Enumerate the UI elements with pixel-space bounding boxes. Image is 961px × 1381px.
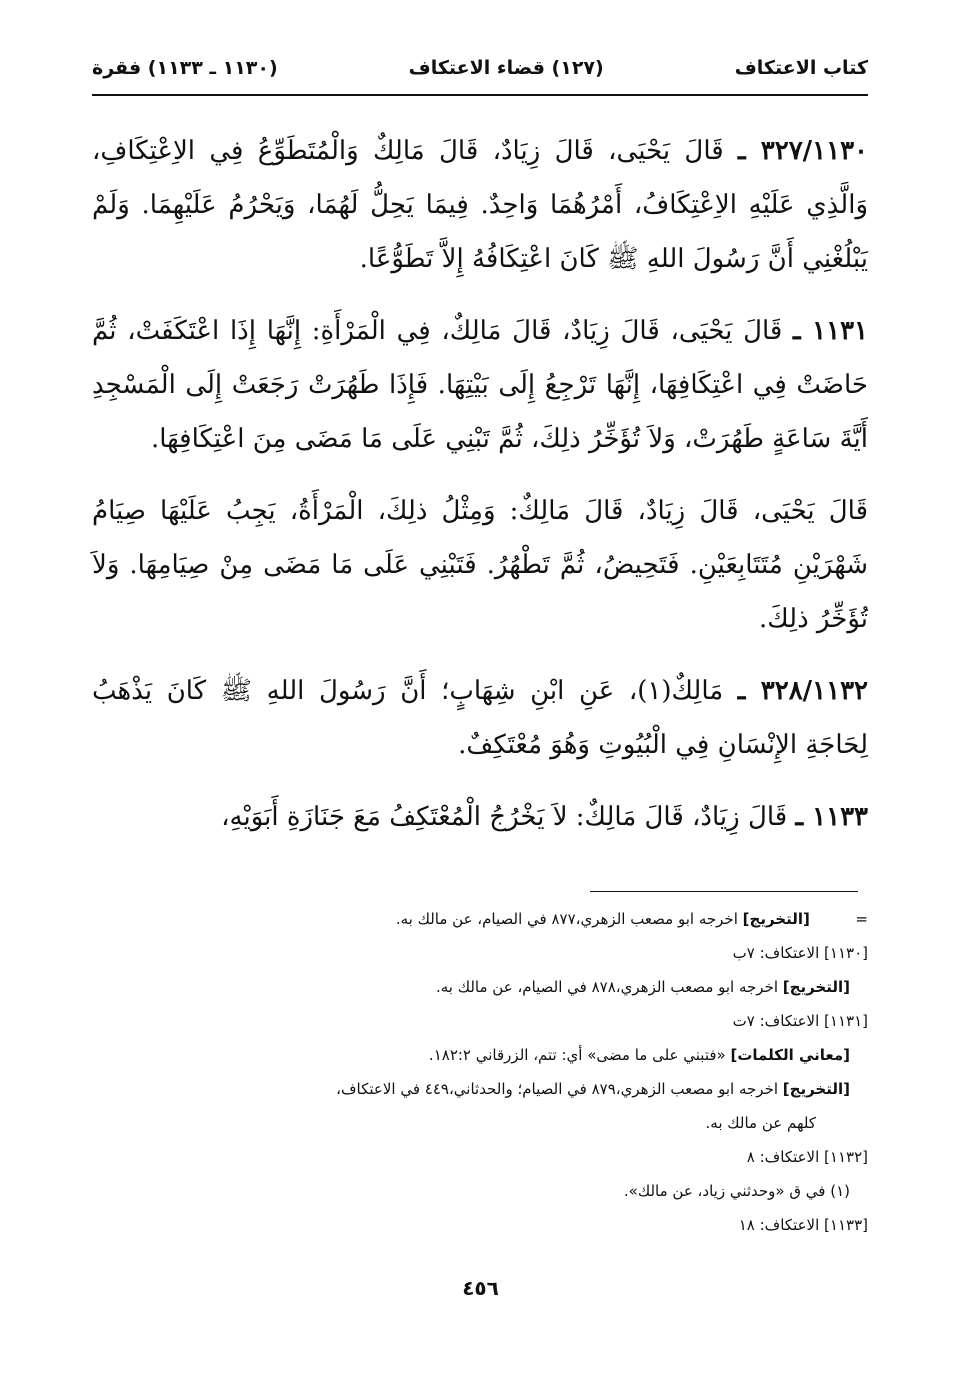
footnote-takhrij [92, 970, 868, 1004]
continuation-mark: = [855, 910, 868, 928]
paragraph-1132 [92, 664, 868, 772]
paragraph-1130 [92, 124, 868, 286]
footnote-text: «فتبني على ما مضى» أي: تتم، الزرقاني ١٨٢:٢. [428, 1046, 726, 1064]
footnotes [92, 902, 868, 1242]
paragraph-1133 [92, 790, 868, 844]
paragraph-range: (١١٣٠ ـ ١١٣٣) فقرة [92, 57, 278, 79]
footnote-label: [التخريج] [782, 1080, 850, 1098]
paragraph-text: قَالَ زِيَادٌ، قَالَ مَالِكٌ: لاَ يَخْرُجُ الْمُعْتَكِفُ مَعَ جَنَازَةِ أَبَوَيْهِ، [221, 802, 788, 832]
paragraph-number: ١١٣١ ـ [793, 316, 869, 346]
chapter-title: (١٢٧) قضاء الاعتكاف [408, 57, 604, 79]
paragraph-1131 [92, 304, 868, 466]
footnote-meanings [92, 1038, 868, 1072]
paragraph-text: قَالَ يَحْيَى، قَالَ زِيَادٌ، قَالَ مَالِكٌ، فِي الْمَرْأَةِ: إِنَّهَا إِذَا اعْتَكَفَتْ، ثُمَّ حَاضَتْ فِي اعْتِكَافِهَا، إِنَّهَا تَرْجِعُ إِلَى بَيْتِهَا. فَإِذَا طَهُرَتْ رَجَعَتْ إِلَى الْمَسْجِدِ أَيَّةَ سَاعَةٍ طَهُرَتْ، وَلاَ تُؤَخِّرُ ذلِكَ، ثُمَّ تَبْنِي عَلَى مَا مَضَى مِنَ اعْتِكَافِهَا. [92, 316, 868, 454]
footnote-text: اخرجه ابو مصعب الزهري،٨٧٩ في الصيام؛ والحدثاني،٤٤٩ في الاعتكاف، [336, 1080, 779, 1098]
footnote-label: [التخريج] [782, 978, 850, 996]
header-divider [92, 94, 868, 96]
footnote-ref: [١١٣٠] الاعتكاف: ٧ب [732, 944, 868, 962]
main-text [92, 124, 868, 862]
footnote-note: (١) في ق «وحدثني زياد، عن مالك». [623, 1182, 850, 1200]
page-number: ٤٥٦ [462, 1276, 499, 1300]
footnote-ref: [١١٣٣] الاعتكاف: ١٨ [738, 1216, 868, 1234]
footnote-label: [معاني الكلمات] [730, 1046, 850, 1064]
paragraph-number: ٣٢٨/١١٣٢ ـ [737, 676, 869, 706]
paragraph-number: ٣٢٧/١١٣٠ ـ [738, 136, 869, 166]
footnote-text: اخرجه ابو مصعب الزهري،٨٧٨ في الصيام، عن مالك به. [435, 978, 779, 996]
paragraph-1131-continued [92, 484, 868, 646]
footnote-takhrij [92, 902, 868, 936]
footnote-ref: [١١٣١] الاعتكاف: ٧ت [732, 1012, 868, 1030]
paragraph-number: ١١٣٣ ـ [795, 802, 868, 832]
footnote-continuation: كلهم عن مالك به. [705, 1114, 816, 1132]
footnote-takhrij [92, 1072, 868, 1106]
book-title: كتاب الاعتكاف [734, 57, 868, 79]
running-header [92, 48, 868, 88]
footnote-label: [التخريج] [742, 910, 810, 928]
paragraph-text: مَالِكٌ(١)، عَنِ ابْنِ شِهَابٍ؛ أَنَّ رَسُولَ اللهِ ﷺ كَانَ يَذْهَبُ لِحَاجَةِ الإِنْسَانِ فِي الْبُيُوتِ وَهُوَ مُعْتَكِفٌ. [92, 676, 868, 760]
footnote-ref: [١١٣٢] الاعتكاف: ٨ [746, 1148, 868, 1166]
footnote-text: اخرجه ابو مصعب الزهري،٨٧٧ في الصيام، عن مالك به. [395, 910, 738, 928]
paragraph-text: قَالَ يَحْيَى، قَالَ زِيَادٌ، قَالَ مَالِكٌ: وَمِثْلُ ذلِكَ، الْمَرْأَةُ، يَجِبُ عَلَيْهَا صِيَامُ شَهْرَيْنِ مُتَتَابِعَيْنِ. فَتَحِيضُ، ثُمَّ تَطْهُرُ. فَتَبْنِي عَلَى مَا مَضَى مِنْ صِيَامِهَا. وَلاَ تُؤَخِّرُ ذلِكَ. [92, 496, 868, 634]
paragraph-text: قَالَ يَحْيَى، قَالَ زِيَادٌ، قَالَ مَالِكٌ وَالْمُتَطَوِّعُ فِي الاِعْتِكَافِ، وَالَّذِي عَلَيْهِ الاِعْتِكَافُ، أَمْرُهُمَا وَاحِدٌ. فِيمَا يَحِلُّ لَهُمَا، وَيَحْرُمُ عَلَيْهِمَا. وَلَمْ يَبْلُغْنِي أَنَّ رَسُولَ اللهِ ﷺ كَانَ اعْتِكَافُهُ إِلاَّ تَطَوُّعًا. [92, 136, 868, 274]
footnote-divider [590, 891, 858, 892]
